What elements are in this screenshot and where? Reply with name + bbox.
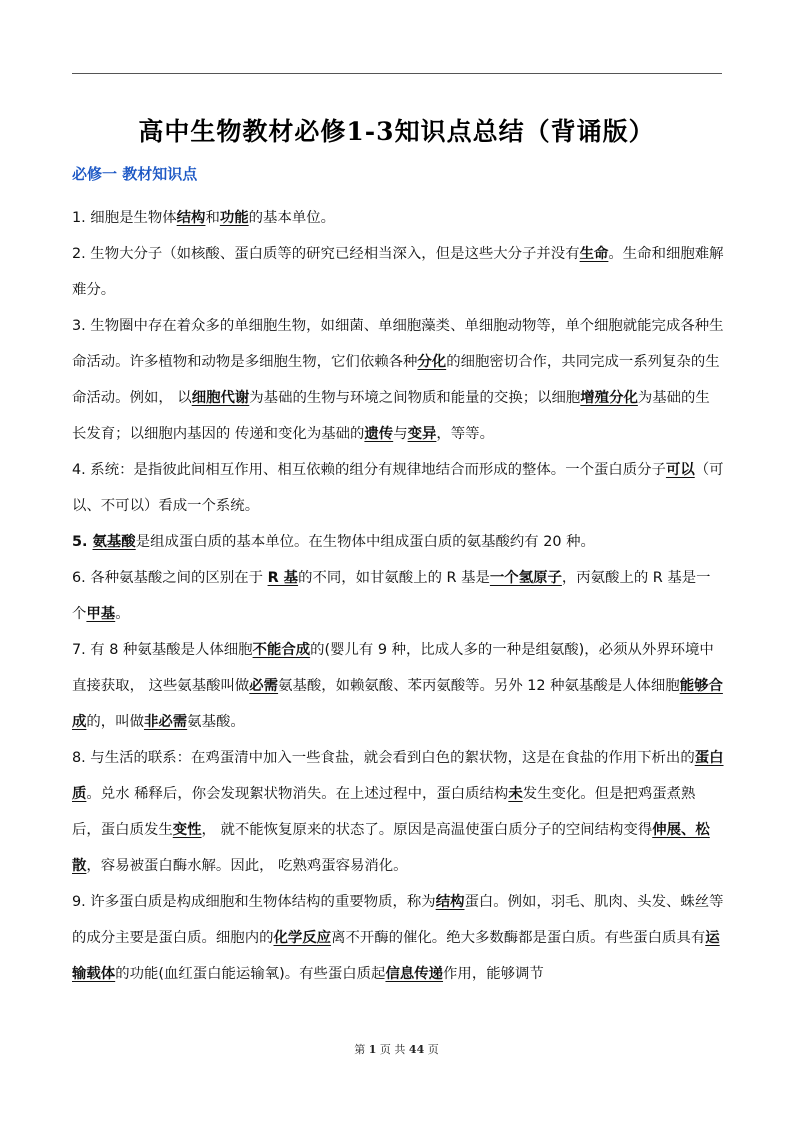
paragraph-text: 7. 有 8 种氨基酸是人体细胞 bbox=[72, 642, 253, 658]
key-term: 伸展、松散 bbox=[72, 822, 710, 874]
key-term: 结构 bbox=[435, 894, 465, 910]
paragraph-text: 4. 系统：是指彼此间相互作用、相互依赖的组分有规律地结合而形成的整体。一个蛋白质分子 bbox=[72, 462, 666, 478]
paragraph-text: 作用，能够调节 bbox=[443, 966, 544, 982]
paragraph-text: 发生变化。但是把鸡蛋煮熟后，蛋白质发生 bbox=[72, 786, 696, 838]
paragraph-text: 8. 与生活的联系：在鸡蛋清中加入一些食盐，就会看到白色的絮状物，这是在食盐的作用下析出的 bbox=[72, 750, 695, 766]
key-term: 非必需 bbox=[143, 714, 188, 730]
paragraph-text: 。 bbox=[115, 606, 130, 622]
key-term: 变异 bbox=[407, 426, 437, 442]
key-term: 可以 bbox=[665, 462, 695, 478]
paragraph-text: 为基础的生长发育；以细胞内基因的 传递和变化为基础的 bbox=[72, 390, 710, 442]
key-term: 蛋白质 bbox=[72, 750, 724, 802]
paragraph-text: 2. 生物大分子（如核酸、蛋白质等的研究已经相当深入，但是这些大分子并没有 bbox=[72, 246, 580, 262]
key-term: 细胞代谢 bbox=[191, 390, 250, 406]
footer-page-number: 1 bbox=[368, 1043, 377, 1056]
paragraph-text: 的功能(血红蛋白能运输氧)。有些蛋白质起 bbox=[115, 966, 386, 982]
document-body bbox=[72, 200, 724, 992]
paragraph-text: 为基础的生物与环境之间物质和能量的交换；以细胞 bbox=[249, 390, 581, 406]
paragraph-3 bbox=[72, 308, 724, 452]
header-rule bbox=[72, 73, 722, 74]
paragraph-text: 蛋白。例如，羽毛、肌肉、头发、蛛丝等的成分主要是蛋白质。细胞内的 bbox=[72, 894, 724, 946]
paragraph-text: ，容易被蛋白酶水解。因此， 吃熟鸡蛋容易消化。 bbox=[86, 858, 408, 874]
page-footer bbox=[0, 1041, 793, 1057]
key-term: 未 bbox=[508, 786, 523, 802]
footer-suffix: 页 bbox=[427, 1043, 439, 1056]
page-title: 高中生物教材必修1-3知识点总结（背诵版） bbox=[138, 116, 655, 146]
paragraph-text: 的(婴儿有 9 种，比成人多的一种是组氨酸)，必须从外界环境中直接获取， 这些氨基酸叫做 bbox=[72, 642, 714, 694]
paragraph-1 bbox=[72, 200, 724, 236]
key-term: 甲基 bbox=[86, 606, 116, 622]
paragraph-text: 的细胞密切合作，共同完成一系列复杂的生命活动。例如， 以 bbox=[72, 354, 720, 406]
paragraph-text: ， 就不能恢复原来的状态了。原因是高温使蛋白质分子的空间结构变得 bbox=[201, 822, 653, 838]
key-term: R 基 bbox=[267, 570, 299, 586]
paragraph-text: 氨基酸。 bbox=[187, 714, 245, 730]
key-term: 分化 bbox=[417, 354, 447, 370]
key-term: 能够合成 bbox=[72, 678, 723, 730]
paragraph-number: 5. bbox=[72, 534, 93, 550]
key-term: 氨基酸 bbox=[92, 534, 136, 550]
paragraph-text: ，丙氨酸上的 R 基是一个 bbox=[72, 570, 711, 622]
key-term: 功能 bbox=[219, 210, 249, 226]
paragraph-text: 是组成蛋白质的基本单位。在生物体中组成蛋白质的氨基酸约有 20 种。 bbox=[135, 534, 595, 550]
paragraph-6 bbox=[72, 560, 724, 632]
key-term: 不能合成 bbox=[252, 642, 311, 658]
section-heading: 必修一 教材知识点 bbox=[72, 165, 198, 183]
paragraph-9 bbox=[72, 884, 724, 992]
paragraph-5 bbox=[72, 524, 724, 560]
paragraph-7 bbox=[72, 632, 724, 740]
paragraph-text: 的不同，如甘氨酸上的 R 基是 bbox=[298, 570, 490, 586]
key-term: 结构 bbox=[176, 210, 206, 226]
paragraph-text: 6. 各种氨基酸之间的区别在于 bbox=[72, 570, 268, 586]
paragraph-text: 的，叫做 bbox=[86, 714, 144, 730]
paragraph-4 bbox=[72, 452, 724, 524]
paragraph-text: 。兑水 稀释后，你会发现絮状物消失。在上述过程中，蛋白质结构 bbox=[86, 786, 509, 802]
paragraph-text: 氨基酸，如赖氨酸、苯丙氨酸等。另外 12 种氨基酸是人体细胞 bbox=[278, 678, 680, 694]
paragraph-8 bbox=[72, 740, 724, 884]
key-term: 必需 bbox=[249, 678, 279, 694]
paragraph-text: 9. 许多蛋白质是构成细胞和生物体结构的重要物质，称为 bbox=[72, 894, 436, 910]
paragraph-text: 与 bbox=[393, 426, 408, 442]
key-term: 变性 bbox=[172, 822, 202, 838]
paragraph-text: 和 bbox=[205, 210, 220, 226]
key-term: 生命 bbox=[579, 246, 609, 262]
footer-prefix: 第 bbox=[354, 1043, 366, 1056]
key-term: 增殖分化 bbox=[580, 390, 638, 406]
paragraph-text: 的基本单位。 bbox=[248, 210, 336, 226]
paragraph-text: ，等等。 bbox=[436, 426, 494, 442]
paragraph-text: 离不开酶的催化。绝大多数酶都是蛋白质。有些蛋白质具有 bbox=[331, 930, 706, 946]
key-term: 信息传递 bbox=[385, 966, 444, 982]
paragraph-text: 1. 细胞是生物体 bbox=[72, 210, 177, 226]
key-term: 一个氢原子 bbox=[489, 570, 562, 586]
paragraph-text: （可以、不可以）看成一个系统。 bbox=[72, 462, 724, 514]
key-term: 运输载体 bbox=[72, 930, 720, 982]
paragraph-text: 3. 生物圈中存在着众多的单细胞生物，如细菌、单细胞藻类、单细胞动物等，单个细胞就能完成各种生命活动。许多植物和动物是多细胞生物，它们依赖各种 bbox=[72, 318, 724, 370]
footer-total-pages: 44 bbox=[408, 1043, 425, 1056]
key-term: 遗传 bbox=[364, 426, 394, 442]
paragraph-text: 。生命和细胞难解难分。 bbox=[72, 246, 724, 298]
key-term: 化学反应 bbox=[273, 930, 332, 946]
footer-middle: 页 共 bbox=[379, 1043, 406, 1056]
paragraph-2 bbox=[72, 236, 724, 308]
